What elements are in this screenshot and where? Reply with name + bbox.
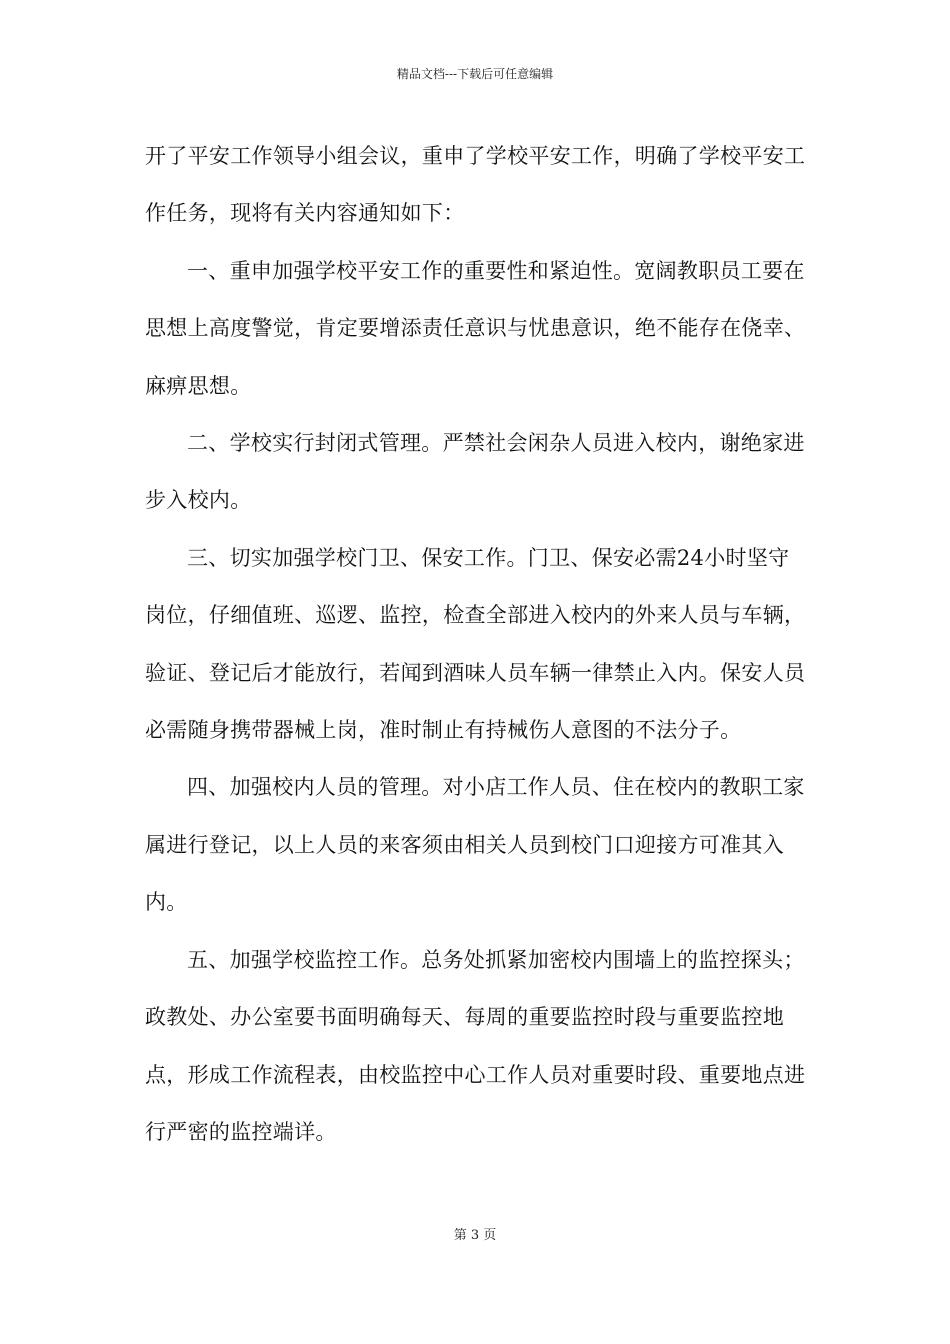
paragraph-intro: 开了平安工作领导小组会议，重申了学校平安工作，明确了学校平安工作任务，现将有关内容通知如下： <box>145 144 806 226</box>
page-number: 第 3 页 <box>453 1228 497 1243</box>
paragraph-item-1: 一、重申加强学校平安工作的重要性和紧迫性。宽阔教职员工要在思想上高度警觉，肯定要增添责任意识与忧患意识，绝不能存在侥幸、麻痹思想。 <box>145 258 806 398</box>
paragraph-item-5: 五、加强学校监控工作。总务处抓紧加密校内围墙上的监控探头；政教处、办公室要书面明确每天、每周的重要监控时段与重要监控地点，形成工作流程表，由校监控中心工作人员对重要时段、重要地点进行严密的监控端详。 <box>145 947 806 1144</box>
header-text: 精品文档---下载后可任意编辑 <box>396 67 554 81</box>
paragraph-item-2: 二、学校实行封闭式管理。严禁社会闲杂人员进入校内，谢绝家进步入校内。 <box>145 431 805 513</box>
page-footer <box>0 1226 950 1246</box>
paragraph-item-4: 四、加强校内人员的管理。对小店工作人员、住在校内的教职工家属进行登记，以上人员的来客须由相关人员到校门口迎接方可准其入内。 <box>145 775 805 915</box>
page-header <box>0 64 950 84</box>
paragraph-item-3: 三、切实加强学校门卫、保安工作。门卫、保安必需24小时坚守岗位，仔细值班、巡逻、监控，检查全部进入校内的外来人员与车辆，验证、登记后才能放行，若闻到酒味人员车辆一律禁止入内。保安人员必需随身携带器械上岗，准时制止有持械伤人意图的不法分子。 <box>145 545 806 743</box>
document-body <box>145 128 808 1161</box>
